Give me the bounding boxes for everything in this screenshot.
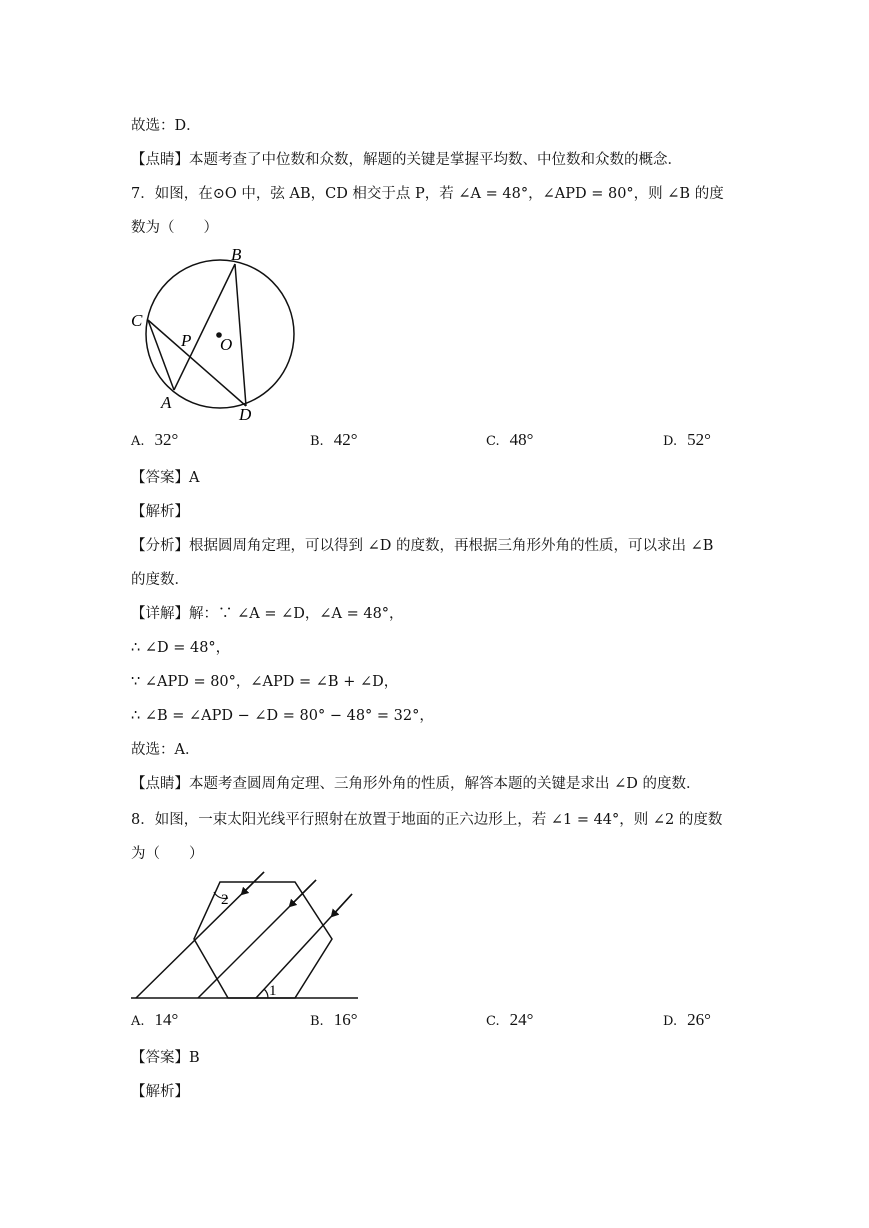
question-7: 7．如图，在⊙O 中，弦 AB，CD 相交于点 P，若 ∠A = 48°，∠APD = 80°，则 ∠B 的度	[131, 186, 724, 202]
q8-option-c: C. 24°	[486, 1010, 534, 1029]
text-line: 故选：D．	[131, 118, 201, 134]
label-b: B	[231, 245, 242, 264]
comment-7: 【点睛】本题考查圆周角定理、三角形外角的性质，解答本题的关键是求出 ∠D 的度数．	[131, 776, 701, 792]
choice-line: 故选：A．	[131, 742, 200, 758]
question-7-cont: 数为（ ）	[131, 220, 218, 236]
q8-option-d: D. 26°	[663, 1010, 711, 1029]
angle-1-arc	[264, 989, 268, 998]
question-8: 8．如图，一束太阳光线平行照射在放置于地面的正六边形上，若 ∠1 = 44°，则 ∠2 的度数	[131, 812, 723, 828]
q7-figure	[128, 244, 303, 424]
label-o: O	[220, 335, 233, 354]
label-a: A	[161, 393, 172, 412]
q8-figure	[128, 868, 363, 1003]
analysis-line: 【分析】根据圆周角定理，可以得到 ∠D 的度数，再根据三角形外角的性质，可以求出 ∠B	[131, 538, 714, 554]
analysis-heading-8: 【解析】	[131, 1084, 189, 1100]
answer-8: 【答案】B	[131, 1050, 200, 1066]
ray-1-arrow	[242, 872, 264, 894]
question-8-cont: 为（ ）	[131, 846, 204, 862]
q7-option-d: D. 52°	[663, 430, 711, 449]
detail-line: ∴ ∠B = ∠APD − ∠D = 80° − 48° = 32°，	[131, 708, 434, 724]
q7-option-b: B. 42°	[310, 430, 358, 449]
label-1: 1	[269, 983, 277, 999]
q7-option-a: A. 32°	[131, 430, 179, 449]
q7-option-c: C. 48°	[486, 430, 534, 449]
chord-ab	[174, 264, 235, 390]
detail-line: ∵ ∠APD = 80°，∠APD = ∠B + ∠D，	[131, 674, 399, 690]
q8-option-b: B. 16°	[310, 1010, 358, 1029]
text-line: 【点睛】本题考查了中位数和众数，解题的关键是掌握平均数、中位数和众数的概念．	[131, 152, 682, 168]
answer-7: 【答案】A	[131, 470, 200, 486]
label-d: D	[239, 405, 252, 424]
label-p: P	[181, 331, 192, 350]
label-2: 2	[221, 892, 229, 908]
detail-line: 【详解】解：∵ ∠A = ∠D，∠A = 48°，	[131, 606, 404, 622]
q8-option-a: A. 14°	[131, 1010, 179, 1029]
label-c: C	[131, 311, 143, 330]
ray-3-arrow	[332, 894, 352, 916]
detail-line: ∴ ∠D = 48°，	[131, 640, 231, 656]
ray-2-arrow	[290, 880, 316, 906]
analysis-heading-7: 【解析】	[131, 504, 189, 520]
analysis-line: 的度数．	[131, 572, 189, 588]
segment-bd	[235, 264, 246, 406]
